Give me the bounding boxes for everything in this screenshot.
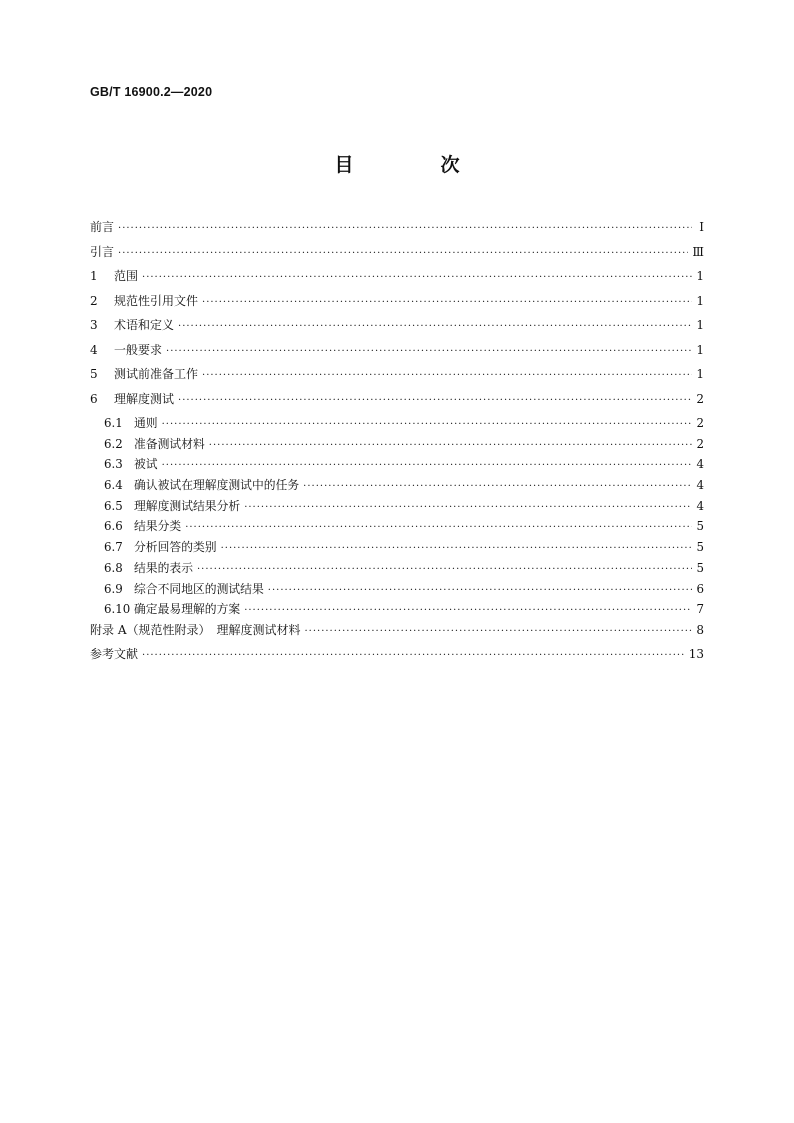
toc-entry-title: 分析回答的类别 <box>134 540 217 555</box>
toc-entry-number: 6.5 <box>104 498 123 513</box>
toc-leader-dots <box>304 626 692 637</box>
toc-entry-number: 6.1 <box>104 416 123 430</box>
toc-entry-title: 引言 <box>90 244 115 259</box>
toc-entry-title: 通则 <box>134 416 158 430</box>
toc-entry-page: 1 <box>696 367 704 381</box>
toc-leader-dots <box>178 321 692 332</box>
toc-entry-6-4[interactable] <box>90 476 704 497</box>
toc-entry-foreword[interactable] <box>90 218 704 243</box>
toc-leader-dots <box>142 272 692 283</box>
toc-entry-title: 确认被试在理解度测试中的任务 <box>134 478 300 493</box>
toc-entry-page: 5 <box>696 519 704 534</box>
toc-entry-number: 6.2 <box>104 436 123 451</box>
toc-entry-page: 1 <box>696 342 704 357</box>
toc-leader-dots <box>202 370 692 381</box>
toc-entry-4[interactable] <box>90 341 704 366</box>
toc-entry-title: 附录 A（规范性附录） 理解度测试材料 <box>90 622 301 637</box>
toc-entry-title: 准备测试材料 <box>134 436 205 451</box>
toc-leader-dots <box>303 481 692 492</box>
toc-entry-page: 4 <box>696 457 704 472</box>
toc-entry-bibliography[interactable] <box>90 645 704 670</box>
toc-entry-title: 术语和定义 <box>114 318 175 332</box>
toc-leader-dots <box>162 460 692 471</box>
toc-entry-title: 确定最易理解的方案 <box>134 602 241 617</box>
toc-entry-title: 参考文献 <box>90 647 139 662</box>
toc-entry-title: 一般要求 <box>114 342 163 357</box>
toc-leader-dots <box>185 522 692 533</box>
toc-entry-number: 6.7 <box>104 540 123 555</box>
toc-entry-title: 测试前准备工作 <box>114 367 199 381</box>
toc-entry-number: 5 <box>90 367 98 381</box>
toc-entry-page: 2 <box>696 416 704 430</box>
toc-entry-page: 6 <box>696 581 704 596</box>
toc-leader-dots <box>118 223 692 234</box>
toc-entry-title: 理解度测试结果分析 <box>134 498 241 513</box>
toc-entry-1[interactable] <box>90 267 704 292</box>
toc-entry-annex-a[interactable] <box>90 621 704 646</box>
toc-entry-number: 6.4 <box>104 478 123 493</box>
toc-entry-6-9[interactable] <box>90 580 704 601</box>
toc-leader-dots <box>209 440 692 451</box>
toc-entry-page: Ⅲ <box>692 244 704 259</box>
toc-entry-page: 13 <box>688 647 704 662</box>
toc-entry-page: Ⅰ <box>699 220 704 234</box>
toc-leader-dots <box>118 248 688 259</box>
toc-entry-page: 1 <box>696 318 704 332</box>
toc-entry-6-3[interactable] <box>90 455 704 476</box>
toc-entry-6-5[interactable] <box>90 497 704 518</box>
toc-entry-6-10[interactable] <box>90 600 704 621</box>
toc-entry-number: 6.10 <box>104 602 131 617</box>
toc-entry-title: 综合不同地区的测试结果 <box>134 581 264 596</box>
toc-leader-dots <box>221 543 692 554</box>
toc-entry-page: 1 <box>696 269 704 283</box>
toc-entry-number: 3 <box>90 318 98 332</box>
toc-leader-dots <box>142 650 685 661</box>
toc-leader-dots <box>202 297 692 308</box>
toc-entry-page: 2 <box>696 391 704 406</box>
toc-entry-page: 2 <box>696 436 704 451</box>
toc-entry-page: 1 <box>696 293 704 308</box>
toc-entry-page: 5 <box>696 540 704 555</box>
toc-entry-6-2[interactable] <box>90 435 704 456</box>
toc-leader-dots <box>244 502 692 513</box>
toc-entry-page: 4 <box>696 498 704 513</box>
toc-leader-dots <box>244 605 692 616</box>
toc-entry-5[interactable] <box>90 365 704 390</box>
toc-entry-number: 6.3 <box>104 457 123 472</box>
toc-entry-3[interactable] <box>90 316 704 341</box>
toc-entry-6-8[interactable] <box>90 559 704 580</box>
toc-leader-dots <box>268 585 692 596</box>
toc-entry-title: 结果的表示 <box>134 560 193 575</box>
toc-entry-title: 范围 <box>114 269 139 283</box>
toc-leader-dots <box>197 564 692 575</box>
toc-leader-dots <box>162 419 692 430</box>
toc-leader-dots <box>166 346 692 357</box>
toc-entry-number: 4 <box>90 342 98 357</box>
toc-entry-title: 理解度测试 <box>114 391 175 406</box>
toc-entry-title: 被试 <box>134 457 158 472</box>
toc-entry-number: 6.8 <box>104 560 123 575</box>
toc-heading: 目 次 <box>334 154 494 176</box>
toc-entry-6[interactable] <box>90 390 704 415</box>
toc-entry-page: 7 <box>696 602 704 617</box>
toc-entry-6-7[interactable] <box>90 538 704 559</box>
toc-entry-2[interactable] <box>90 292 704 317</box>
table-of-contents <box>90 218 704 670</box>
toc-entry-title: 前言 <box>90 220 115 234</box>
toc-entry-number: 6.6 <box>104 519 123 534</box>
toc-entry-title: 结果分类 <box>134 519 182 534</box>
toc-entry-6-6[interactable] <box>90 517 704 538</box>
toc-entry-title: 规范性引用文件 <box>114 293 199 308</box>
toc-entry-page: 4 <box>696 478 704 493</box>
toc-entry-page: 8 <box>696 622 704 637</box>
toc-leader-dots <box>178 395 692 406</box>
toc-entry-page: 5 <box>696 560 704 575</box>
toc-entry-number: 6 <box>90 391 98 406</box>
toc-entry-number: 6.9 <box>104 581 123 596</box>
standard-code: GB/T 16900.2—2020 <box>90 85 213 99</box>
toc-entry-6-1[interactable] <box>90 414 704 435</box>
toc-entry-introduction[interactable] <box>90 243 704 268</box>
toc-entry-number: 1 <box>90 269 98 283</box>
toc-entry-number: 2 <box>90 293 98 308</box>
